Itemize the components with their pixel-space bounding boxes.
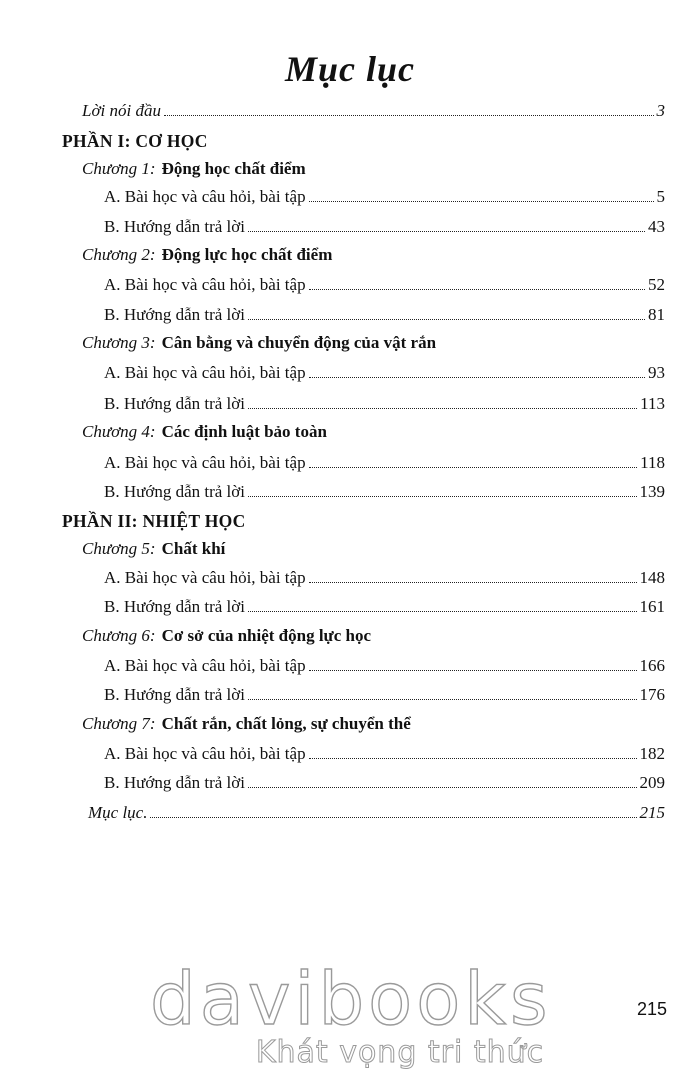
chapter-heading (82, 333, 436, 353)
dot-leader (248, 496, 637, 497)
dot-leader (309, 201, 654, 202)
toc-entry[interactable] (104, 772, 665, 794)
toc-page-number: 43 (648, 217, 665, 236)
toc-entry-label: B. Hướng dẫn trả lời (104, 217, 245, 236)
toc-entry[interactable] (104, 481, 665, 503)
toc-page-number: 161 (639, 597, 665, 616)
toc-page-number: 209 (639, 773, 665, 792)
toc-entry-label: A. Bài học và câu hỏi, bài tập (104, 275, 306, 294)
watermark-brand: davibooks (150, 957, 552, 1041)
chapter-title: Cơ sở của nhiệt động lực học (161, 626, 372, 645)
chapter-heading (82, 626, 371, 646)
toc-page-number: 52 (648, 275, 665, 294)
toc-entry-label: Mục lục. (88, 803, 148, 822)
toc-entry-label: A. Bài học và câu hỏi, bài tập (104, 744, 306, 763)
toc-page-number: 176 (639, 685, 665, 704)
toc-entry-label: A. Bài học và câu hỏi, bài tập (104, 453, 306, 472)
dot-leader (248, 408, 637, 409)
dot-leader (309, 377, 645, 378)
chapter-heading (82, 422, 327, 442)
chapter-title: Động lực học chất điểm (161, 245, 333, 264)
toc-entry[interactable] (104, 596, 665, 618)
chapter-title: Cân bằng và chuyển động của vật rắn (161, 333, 437, 352)
chapter-title: Động học chất điểm (161, 159, 306, 178)
toc-entry[interactable] (104, 216, 665, 238)
page-number: 215 (636, 999, 667, 1019)
toc-page-number: 118 (640, 453, 665, 472)
dot-leader (309, 582, 637, 583)
toc-entry[interactable] (104, 274, 665, 296)
toc-page-number: 166 (639, 656, 665, 675)
chapter-label: Chương 6: (82, 626, 156, 645)
chapter-heading (82, 539, 225, 559)
toc-entry-index[interactable] (88, 802, 665, 824)
toc-entry-label: B. Hướng dẫn trả lời (104, 597, 245, 616)
toc-entry[interactable] (104, 567, 665, 589)
watermark-tagline: Khát vọng tri thức (255, 1035, 545, 1070)
toc-page-number: 215 (639, 803, 665, 822)
toc-page-number: 93 (648, 363, 665, 382)
part-heading: PHẦN II: NHIỆT HỌC (62, 511, 246, 531)
dot-leader (248, 787, 637, 788)
dot-leader (309, 467, 638, 468)
chapter-label: Chương 4: (82, 422, 156, 441)
toc-entry-label: A. Bài học và câu hỏi, bài tập (104, 363, 306, 382)
page-title: Mục lục (284, 49, 415, 89)
dot-leader (309, 758, 637, 759)
toc-entry[interactable] (104, 743, 665, 765)
dot-leader (309, 289, 645, 290)
toc-entry[interactable] (104, 362, 665, 384)
toc-entry-label: A. Bài học và câu hỏi, bài tập (104, 187, 306, 206)
chapter-label: Chương 2: (82, 245, 156, 264)
toc-entry[interactable] (104, 655, 665, 677)
toc-entry[interactable] (104, 393, 665, 415)
toc-page-number: 81 (648, 305, 665, 324)
chapter-heading (82, 714, 411, 734)
toc-entry-label: B. Hướng dẫn trả lời (104, 773, 245, 792)
chapter-title: Chất rắn, chất lỏng, sự chuyển thể (161, 714, 411, 733)
chapter-label: Chương 7: (82, 714, 156, 733)
toc-entry-label: A. Bài học và câu hỏi, bài tập (104, 656, 306, 675)
chapter-title: Chất khí (161, 539, 226, 558)
toc-page-number: 113 (640, 394, 665, 413)
chapter-label: Chương 1: (82, 159, 156, 178)
toc-entry-label: Lời nói đầu (82, 101, 161, 120)
chapter-heading (82, 245, 332, 265)
dot-leader (248, 231, 645, 232)
toc-page-number: 3 (656, 101, 665, 120)
dot-leader (164, 115, 654, 116)
toc-page-number: 148 (639, 568, 665, 587)
toc-page-number: 5 (656, 187, 665, 206)
toc-entry[interactable] (104, 452, 665, 474)
toc-entry-label: B. Hướng dẫn trả lời (104, 685, 245, 704)
part-heading: PHẦN I: CƠ HỌC (62, 131, 208, 151)
chapter-title: Các định luật bảo toàn (161, 422, 327, 441)
toc-entry-label: A. Bài học và câu hỏi, bài tập (104, 568, 306, 587)
chapter-label: Chương 3: (82, 333, 156, 352)
toc-entry-label: B. Hướng dẫn trả lời (104, 394, 245, 413)
toc-entry-label: B. Hướng dẫn trả lời (104, 482, 245, 501)
chapter-label: Chương 5: (82, 539, 156, 558)
chapter-heading (82, 159, 306, 179)
toc-entry[interactable] (104, 684, 665, 706)
dot-leader (150, 817, 636, 818)
dot-leader (309, 670, 637, 671)
toc-page-number: 182 (639, 744, 665, 763)
toc-entry[interactable] (104, 304, 665, 326)
toc-entry-intro[interactable] (82, 100, 665, 122)
dot-leader (248, 611, 637, 612)
toc-entry-label: B. Hướng dẫn trả lời (104, 305, 245, 324)
dot-leader (248, 319, 645, 320)
toc-entry[interactable] (104, 186, 665, 208)
dot-leader (248, 699, 637, 700)
toc-page-number: 139 (639, 482, 665, 501)
